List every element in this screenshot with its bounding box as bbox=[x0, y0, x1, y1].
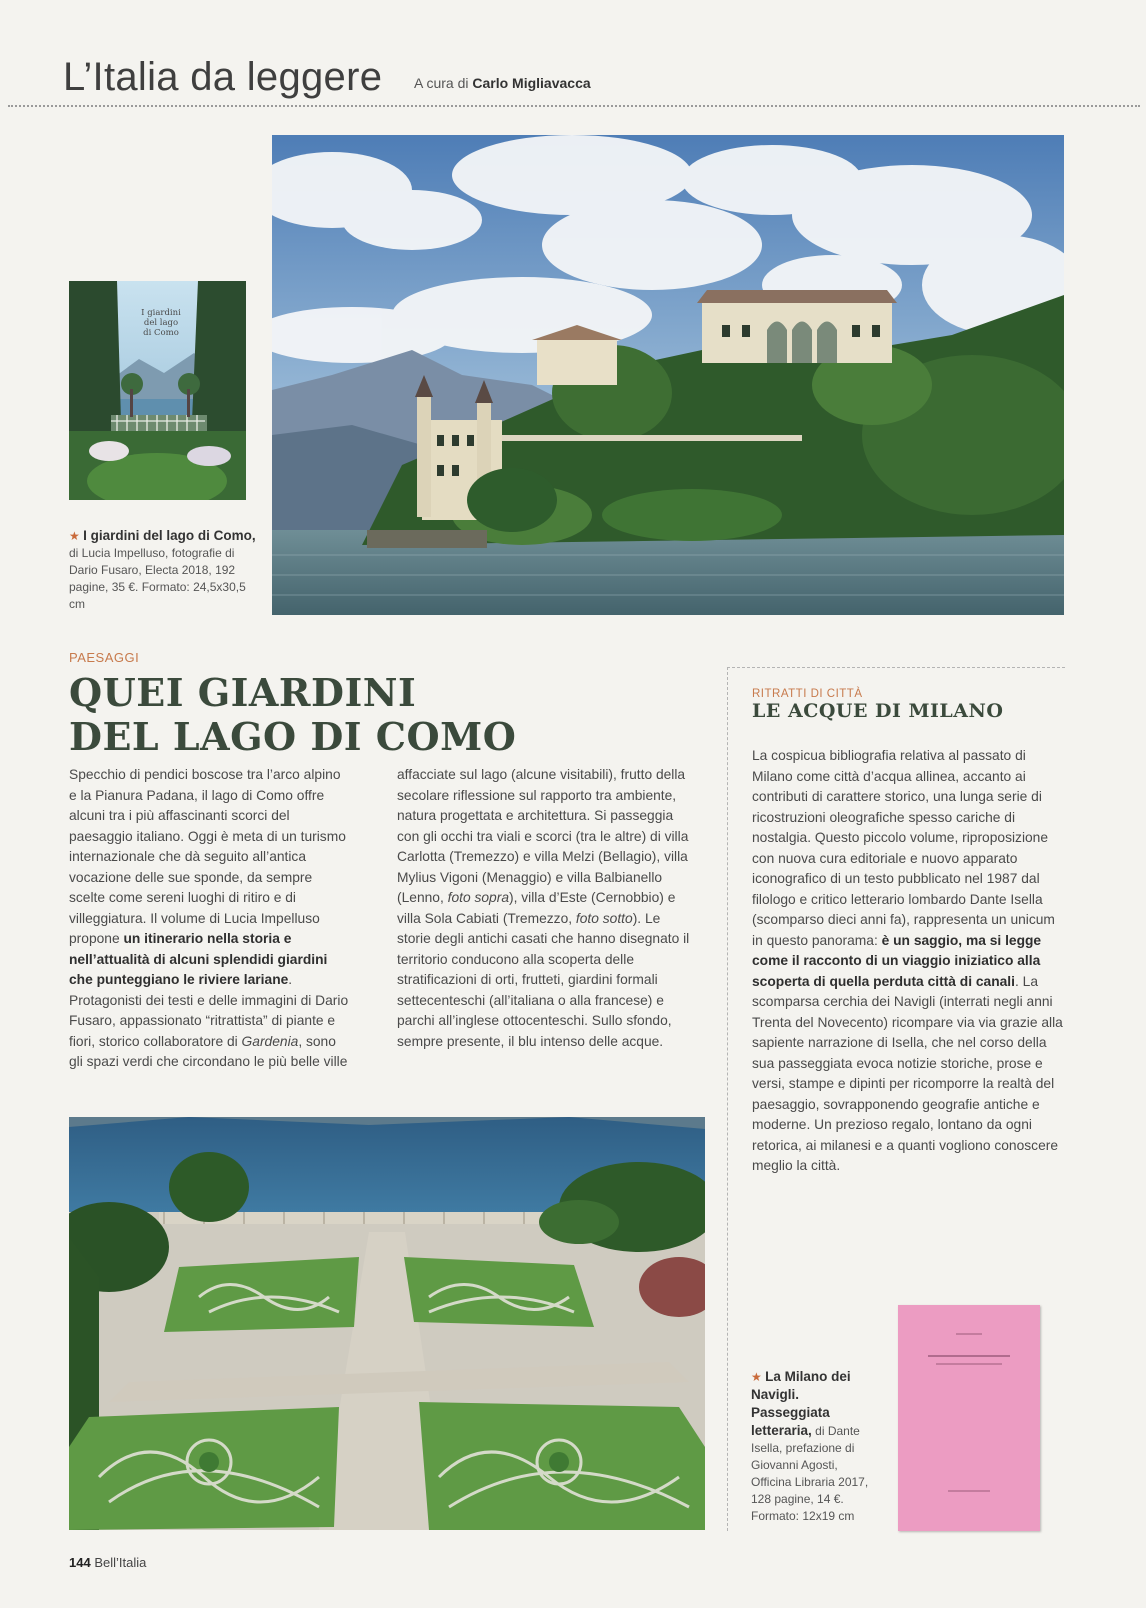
page-footer bbox=[69, 1555, 146, 1570]
magazine-name: Bell’Italia bbox=[94, 1555, 147, 1570]
cover-subtitle-mark bbox=[936, 1363, 1002, 1365]
col2-text-2: ), villa d’Este (Cernobbio) e villa Sola Cabiati (Tremezzo, bbox=[397, 890, 676, 926]
header-divider bbox=[8, 105, 1140, 107]
svg-text:del lago: del lago bbox=[143, 318, 179, 328]
col2-photo-ref-2: foto sotto bbox=[575, 910, 633, 926]
book-cover-giardini bbox=[69, 281, 246, 500]
article-column-1 bbox=[69, 765, 351, 1073]
headline-line-1: QUEI GIARDINI bbox=[69, 670, 417, 715]
article-column-2 bbox=[397, 765, 695, 1052]
star-icon: ★ bbox=[751, 1370, 762, 1384]
curator-name: Carlo Migliavacca bbox=[472, 75, 591, 91]
col2-text-1: affacciate sul lago (alcune visitabili), frutto della secolare riflessione sul rapporto tra ambiente, natura progettata e architettura. Si passeggia con gli occhi tra viali e scorci (tra le altre) di villa Carlotta (Tremezzo) e villa Melzi (Bellagio), villa Mylius Vigoni (Menaggio) e villa Balbianello (Lenno, bbox=[397, 767, 689, 905]
headline-line-2: DEL LAGO DI COMO bbox=[69, 714, 517, 759]
book-cover-milano-navigli bbox=[898, 1305, 1040, 1531]
col1-text-1: Specchio di pendici boscose tra l’arco alpino e la Pianura Padana, il lago di Como offre alcuni tra i più affascinanti scorci del paesaggio italiano. Oggi è meta di un turismo internazionale che dà seguito all’antica vocazione delle sue sponde, da sempre scelte come sereni luoghi di ritiro e di villeggiatura. Il volume di Lucia Impelluso propone bbox=[69, 767, 346, 946]
article-headline bbox=[69, 671, 669, 759]
sidebar-headline: LE ACQUE DI MILANO bbox=[752, 700, 1004, 722]
col1-highlight: un itinerario nella storia e nell’attualità di alcuni splendidi giardini che punteggiano le riviere lariane bbox=[69, 931, 328, 987]
star-icon: ★ bbox=[69, 529, 80, 543]
page-number: 144 bbox=[69, 1555, 91, 1570]
book2-caption-title: La Milano dei Navigli. Passeggiata letteraria, bbox=[751, 1369, 851, 1438]
curated-by-label: A cura di bbox=[414, 75, 469, 91]
book1-caption-text: di Lucia Impelluso, fotografie di Dario Fusaro, Electa 2018, 192 pagine, 35 €. Formato: 24,5x30,5 cm bbox=[69, 546, 246, 611]
col1-magazine-name: Gardenia bbox=[241, 1033, 299, 1049]
col2-text-3: ). Le storie degli antichi casati che hanno disegnato il territorio conducono alla scoperta delle stratificazioni di orti, frutteti, giardini formali settecenteschi (all’italiana o alla francese) e parchi all’inglese ottocenteschi. Sullo sfondo, sempre presente, il blu intenso delle acque. bbox=[397, 910, 690, 1049]
section-title: L’Italia da leggere bbox=[63, 55, 383, 99]
book1-caption-title: I giardini del lago di Como, bbox=[83, 528, 256, 543]
book2-caption-text: di Dante Isella, prefazione di Giovanni Agosti, Officina Libraria 2017, 128 pagine, 14 €. Formato: 12x19 cm bbox=[751, 1424, 869, 1523]
col1-text-2: . Protagonisti dei testi e delle immagini di Dario Fusaro, appassionato “ritrattista” di piante e fiori, storico collaboratore di bbox=[69, 972, 349, 1049]
article-kicker: PAESAGGI bbox=[69, 650, 140, 665]
book2-caption bbox=[751, 1368, 869, 1525]
curator-line bbox=[414, 75, 591, 91]
book1-caption bbox=[69, 527, 259, 613]
cover-author-mark bbox=[956, 1333, 982, 1335]
photo-villa-balbianello bbox=[272, 135, 1064, 615]
col2-photo-ref-1: foto sopra bbox=[447, 890, 509, 905]
photo-villa-sola-cabiati bbox=[69, 1117, 705, 1530]
sidebar-text-2: . La scomparsa cerchia dei Navigli (interrati negli anni Trenta del Novecento) ricompare via via grazie alla sapiente narrazione di Isella, che nel corso della sua passeggiata evoca notizie storiche, prose e versi, stampe e dipinti per ricomporre la realtà del paesaggio, sovrapponendo geografie antiche e moderne. Un prezioso regalo, lontano da ogni retorica, ai milanesi e a quanti vogliono conoscere meglio la città. bbox=[752, 973, 1063, 1173]
sidebar-body bbox=[752, 746, 1064, 1177]
sidebar-text-1: La cospicua bibliografia relativa al passato di Milano come città d’acqua allinea, accanto ai contributi di carattere storico, una lunga serie di ricostruzioni oleografiche spesso cariche di nostalgia. Questo piccolo volume, riproposizione con nuova cura editoriale e nuovo apparato iconografico di un testo pubblicato nel 1987 dal filologo e critico letterario lombardo Dante Isella (scomparso dieci anni fa), rappresenta un unicum in questo panorama: bbox=[752, 748, 1055, 948]
svg-text:I giardini: I giardini bbox=[141, 308, 181, 318]
sidebar-highlight: è un saggio, ma si legge come il racconto di un viaggio iniziatico alla scoperta di quella perduta città di canali bbox=[752, 932, 1042, 989]
sidebar-kicker: RITRATTI DI CITTÀ bbox=[752, 688, 863, 700]
svg-text:di Como: di Como bbox=[143, 328, 179, 338]
cover-title-mark bbox=[928, 1355, 1010, 1357]
cover-publisher-mark bbox=[948, 1490, 990, 1492]
col1-text-3: , sono gli spazi verdi che circondano le più belle ville bbox=[69, 1033, 348, 1069]
